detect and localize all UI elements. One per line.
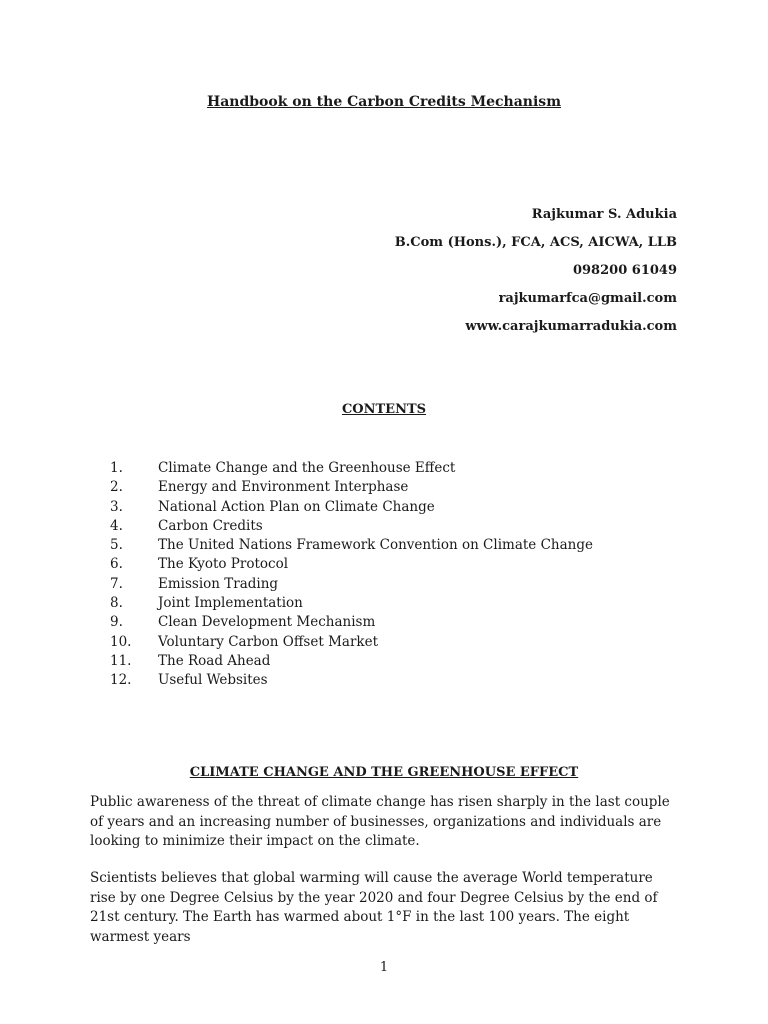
- author-email: rajkumarfca@gmail.com: [498, 291, 677, 306]
- toc-item-text: The United Nations Framework Convention on Climate Change: [158, 537, 593, 554]
- table-of-contents: [110, 459, 593, 691]
- toc-item: [110, 594, 593, 613]
- document-title: Handbook on the Carbon Credits Mechanism: [206, 94, 562, 110]
- author-name: Rajkumar S. Adukia: [531, 207, 677, 222]
- toc-item-number: 9.: [110, 614, 123, 631]
- toc-item: [110, 459, 593, 478]
- toc-item: [110, 555, 593, 574]
- toc-item: [110, 536, 593, 555]
- toc-item-text: Emission Trading: [158, 575, 279, 592]
- toc-item: [110, 478, 593, 497]
- toc-item-text: National Action Plan on Climate Change: [158, 498, 435, 515]
- toc-item-text: The Kyoto Protocol: [158, 556, 289, 573]
- toc-item-number: 12.: [110, 672, 132, 689]
- author-block: [395, 205, 677, 345]
- contents-heading: CONTENTS: [341, 402, 427, 417]
- toc-item-text: The Road Ahead: [158, 652, 271, 669]
- toc-item-text: Voluntary Carbon Offset Market: [158, 633, 378, 650]
- toc-item-number: 6.: [110, 556, 123, 573]
- toc-item-number: 5.: [110, 537, 123, 554]
- body-paragraph: Scientists believes that global warming will cause the average World temperature rise by one Degree Celsius by the year 2020 and four Degree Celsius by the end of 21st century. The Earth has warmed about 1°F in the last 100 years. The eight warmest years: [90, 870, 658, 945]
- toc-item-number: 8.: [110, 595, 123, 612]
- toc-item: [110, 652, 593, 671]
- toc-item-text: Energy and Environment Interphase: [158, 479, 409, 496]
- toc-item-number: 11.: [110, 652, 132, 669]
- toc-item-number: 1.: [110, 460, 123, 476]
- toc-item: [110, 671, 593, 690]
- section-heading: CLIMATE CHANGE AND THE GREENHOUSE EFFECT: [189, 765, 579, 780]
- toc-item-text: Useful Websites: [158, 672, 268, 689]
- toc-item: [110, 517, 593, 536]
- author-website: www.carajkumarradukia.com: [465, 319, 677, 334]
- toc-item-text: Climate Change and the Greenhouse Effect: [158, 460, 456, 476]
- toc-item-number: 2.: [110, 479, 123, 496]
- toc-item-text: Clean Development Mechanism: [158, 614, 376, 631]
- toc-item-text: Joint Implementation: [158, 595, 303, 612]
- author-phone: 098200 61049: [572, 263, 677, 278]
- toc-item-text: Carbon Credits: [158, 517, 263, 534]
- toc-item: [110, 633, 593, 652]
- toc-item: [110, 613, 593, 632]
- toc-item-number: 10.: [110, 633, 132, 650]
- author-qualifications: B.Com (Hons.), FCA, ACS, AICWA, LLB: [394, 235, 677, 250]
- toc-item: [110, 498, 593, 517]
- page-number: 1: [379, 960, 389, 975]
- body-paragraph: Public awareness of the threat of climate change has risen sharply in the last couple of years and an increasing number of businesses, organizations and individuals are looking to minimize their impact on the climate.: [90, 794, 670, 849]
- toc-item-number: 7.: [110, 575, 123, 592]
- toc-item-number: 3.: [110, 498, 123, 515]
- toc-item: [110, 575, 593, 594]
- toc-item-number: 4.: [110, 517, 123, 534]
